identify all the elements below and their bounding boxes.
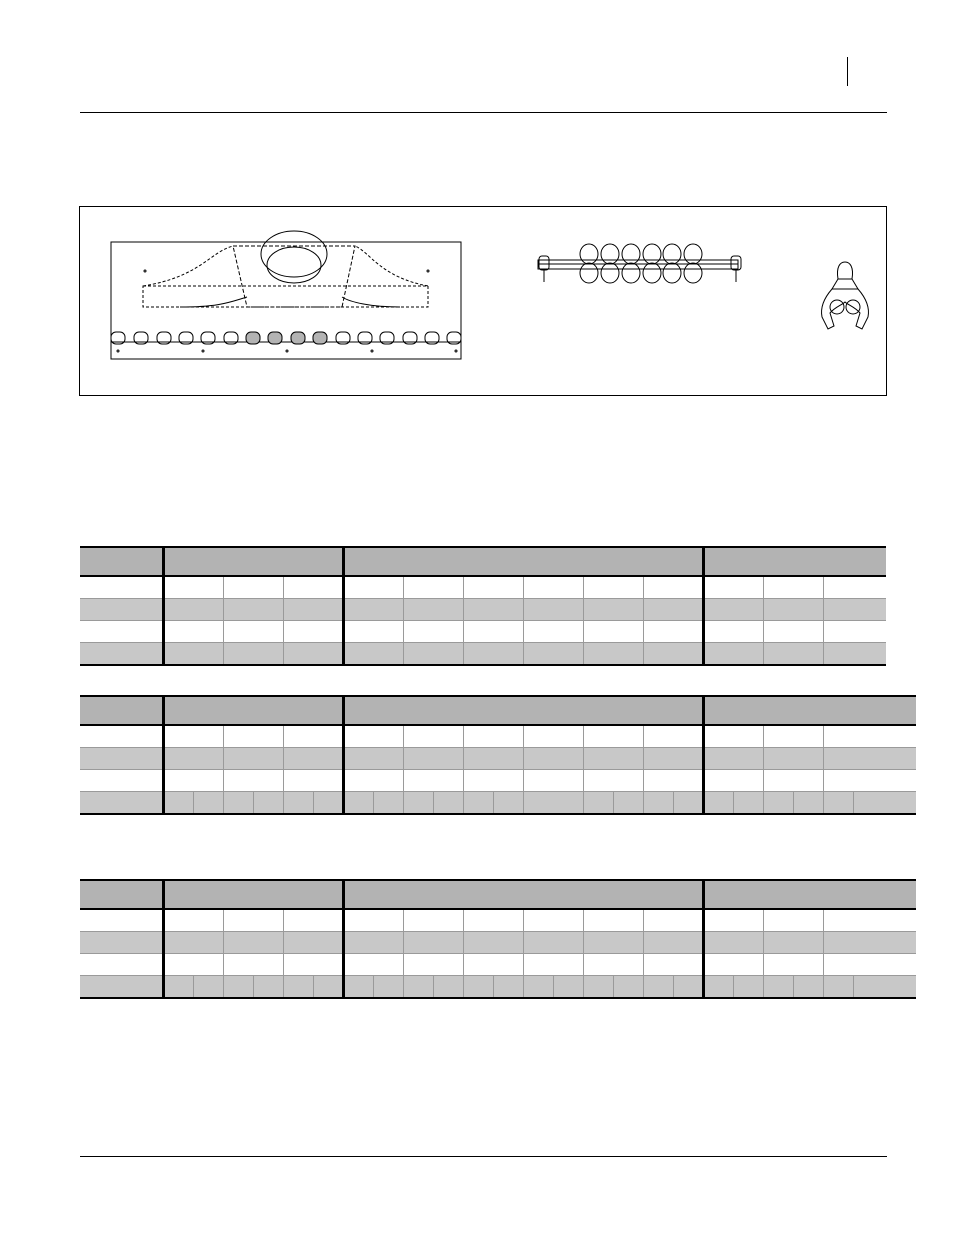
header-cell (80, 547, 163, 576)
table-row (80, 643, 886, 666)
table-row (80, 770, 916, 792)
table-row (80, 748, 916, 770)
box-hopper-drawing (111, 231, 461, 359)
header-rule (80, 112, 887, 113)
footer-rule (80, 1156, 887, 1157)
table-row (80, 576, 886, 599)
seed-tube-bracket-drawing (538, 244, 741, 283)
header-cell (343, 547, 703, 576)
seed-tube-clip-drawing (822, 262, 869, 329)
parts-figure (79, 206, 887, 396)
parts-illustration (80, 207, 886, 395)
table-header-row (80, 696, 916, 725)
page-number-tick (847, 57, 848, 86)
header-cell (163, 547, 343, 576)
table-1 (80, 546, 886, 666)
table-row (80, 792, 916, 815)
table-2 (80, 695, 916, 815)
table-3 (80, 879, 916, 999)
header-cell (703, 547, 886, 576)
table-row (80, 621, 886, 643)
table-row (80, 599, 886, 621)
table-header-row (80, 547, 886, 576)
table-row (80, 725, 916, 748)
table-row (80, 909, 916, 932)
table-row (80, 932, 916, 954)
table-header-row (80, 880, 916, 909)
table-row (80, 954, 916, 976)
table-row (80, 976, 916, 999)
